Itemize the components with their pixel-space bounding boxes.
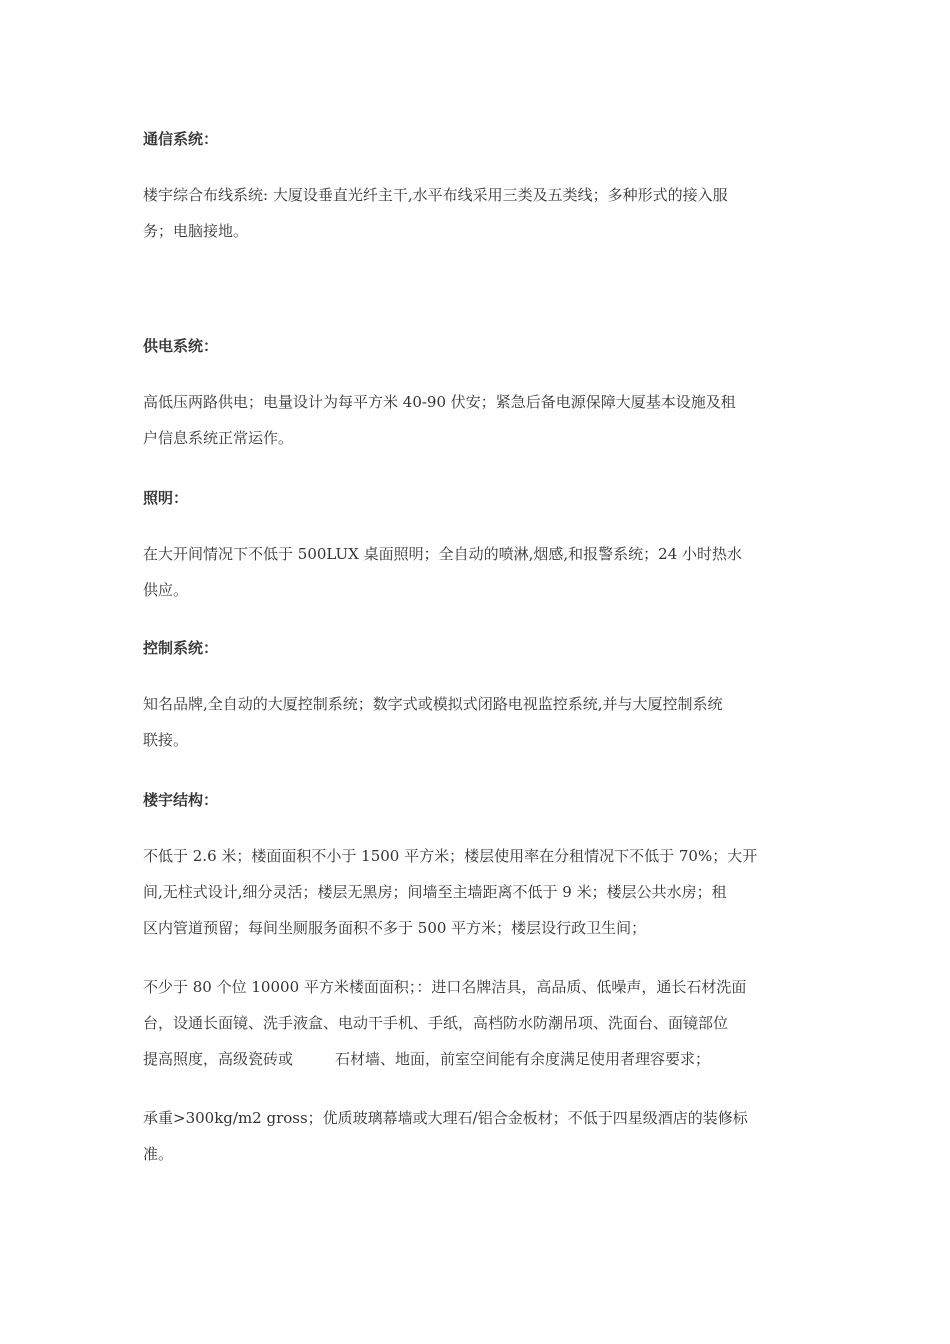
- paragraph-structure-3: [143, 1100, 808, 1172]
- section-heading-communication: 通信系统：: [143, 130, 219, 148]
- paragraph-line: 台，设通长面镜、洗手液盒、电动干手机、手纸，高档防水防潮吊项、洗面台、面镜部位: [143, 1014, 729, 1032]
- paragraph-line: 在大开间情况下不低于 500LUX 桌面照明；全自动的喷淋,烟感,和报警系统；24 小时热水: [143, 545, 743, 563]
- paragraph-line: 间,无柱式设计,细分灵活；楼层无黑房；间墙至主墙距离不低于 9 米；楼层公共水房；租: [143, 883, 727, 901]
- section-heading-structure: 楼宇结构：: [143, 791, 219, 809]
- paragraph-line: 承重>300kg/m2 gross；优质玻璃幕墙或大理石/铝合金板材；不低于四星级酒店的装修标: [143, 1109, 748, 1127]
- paragraph-line: 区内管道预留；每间坐厕服务面积不多于 500 平方米；楼层设行政卫生间；: [143, 919, 647, 937]
- paragraph-line: [143, 1041, 808, 1077]
- paragraph-line: 高低压两路供电；电量设计为每平方米 40-90 伏安；紧急后备电源保障大厦基本设施及租: [143, 393, 736, 411]
- paragraph-line: 务；电脑接地。: [143, 222, 249, 240]
- section-heading-control: 控制系统：: [143, 639, 219, 657]
- paragraph-line: 户信息系统正常运作。: [143, 429, 294, 447]
- paragraph-line: 楼宇综合布线系统: 大厦设垂直光纤主干,水平布线采用三类及五类线；多种形式的接入服: [143, 186, 728, 204]
- paragraph-line: 准。: [143, 1145, 174, 1163]
- paragraph-line: 不少于 80 个位 10000 平方米楼面面积；：进口名牌洁具，高品质、低噪声，通长石材洗面: [143, 978, 747, 996]
- paragraph-segment: 石材墙、地面，前室空间能有余度满足使用者理容要求；: [335, 1050, 711, 1068]
- paragraph-segment: 提高照度，高级瓷砖或: [143, 1050, 294, 1068]
- section-heading-lighting: 照明：: [143, 489, 189, 507]
- paragraph-structure-2: [143, 969, 808, 1077]
- paragraph-line: 联接。: [143, 731, 189, 749]
- paragraph-line: 不低于 2.6 米；楼面面积不小于 1500 平方米；楼层使用率在分租情况下不低于 70%；大开: [143, 847, 758, 865]
- section-heading-power-supply: 供电系统：: [143, 337, 219, 355]
- paragraph-control: [143, 686, 808, 758]
- paragraph-power-supply: [143, 384, 808, 456]
- paragraph-line: 供应。: [143, 581, 189, 599]
- paragraph-structure-1: [143, 838, 808, 946]
- paragraph-communication: [143, 177, 808, 249]
- paragraph-lighting: [143, 536, 808, 608]
- paragraph-line: 知名品牌,全自动的大厦控制系统；数字式或模拟式闭路电视监控系统,并与大厦控制系统: [143, 695, 723, 713]
